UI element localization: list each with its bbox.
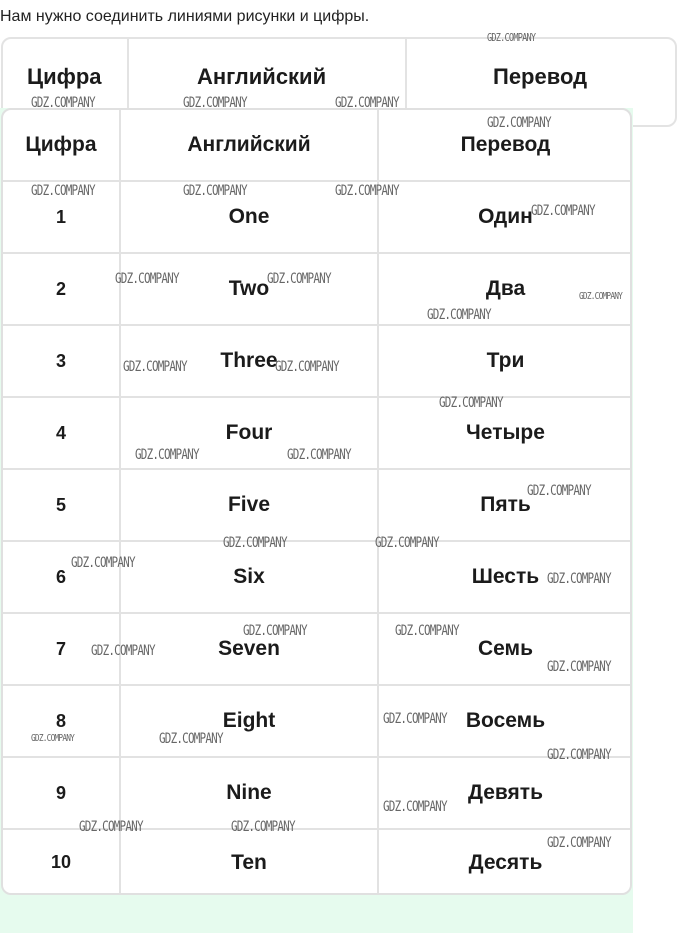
row-translation: Три (486, 349, 525, 372)
table-row (3, 542, 630, 614)
watermark: GDZ.COMPANY (335, 183, 399, 199)
watermark: GDZ.COMPANY (223, 535, 287, 551)
row-english: Nine (226, 781, 272, 804)
watermark: GDZ.COMPANY (439, 395, 503, 411)
row-translation: Восемь (465, 709, 546, 732)
row-english: Five (227, 493, 271, 516)
row-english: Eight (222, 709, 276, 732)
row-digit: 5 (55, 494, 66, 515)
table-row (3, 470, 630, 542)
row-digit: 10 (50, 852, 72, 872)
numbers-table (1, 108, 632, 895)
watermark: GDZ.COMPANY (275, 359, 339, 375)
row-digit: 8 (55, 710, 66, 731)
row-digit: 7 (55, 638, 66, 659)
header-english: Английский (187, 133, 311, 156)
row-digit: 2 (55, 278, 66, 299)
watermark: GDZ.COMPANY (487, 31, 536, 44)
row-translation: Девять (468, 781, 543, 804)
row-translation: Пять (480, 493, 531, 516)
row-translation: Десять (468, 850, 543, 874)
watermark: GDZ.COMPANY (547, 747, 611, 763)
watermark: GDZ.COMPANY (383, 711, 447, 727)
intro-text: Нам нужно соединить линиями рисунки и цифры. (0, 8, 370, 25)
table-row (3, 830, 630, 895)
watermark: GDZ.COMPANY (115, 271, 179, 287)
row-english: Six (233, 565, 265, 588)
row-english: Four (225, 421, 273, 444)
watermark: GDZ.COMPANY (527, 483, 591, 499)
row-translation: Семь (477, 637, 533, 660)
watermark: GDZ.COMPANY (287, 447, 351, 463)
watermark: GDZ.COMPANY (79, 819, 143, 835)
watermark: GDZ.COMPANY (159, 731, 223, 747)
row-digit: 6 (55, 566, 66, 587)
watermark: GDZ.COMPANY (395, 623, 459, 639)
watermark: GDZ.COMPANY (383, 799, 447, 815)
watermark: GDZ.COMPANY (183, 183, 247, 199)
back-header-english: Английский (197, 64, 327, 89)
row-translation: Шесть (471, 565, 540, 588)
watermark: GDZ.COMPANY (547, 571, 611, 587)
watermark: GDZ.COMPANY (31, 183, 95, 199)
watermark: GDZ.COMPANY (547, 835, 611, 851)
back-header-digit: Цифра (27, 64, 102, 89)
watermark: GDZ.COMPANY (183, 95, 247, 111)
watermark: GDZ.COMPANY (91, 643, 155, 659)
row-digit: 9 (55, 782, 66, 803)
row-english: Ten (231, 850, 267, 874)
row-translation: Два (485, 277, 526, 300)
watermark: GDZ.COMPANY (547, 659, 611, 675)
row-translation: Четыре (466, 421, 545, 444)
back-header-translation: Перевод (493, 64, 588, 89)
watermark: GDZ.COMPANY (267, 271, 331, 287)
row-english: Seven (218, 637, 280, 660)
row-digit: 3 (55, 350, 66, 371)
table-row (3, 686, 630, 758)
table-row (3, 254, 630, 326)
watermark: GDZ.COMPANY (375, 535, 439, 551)
watermark: GDZ.COMPANY (579, 291, 623, 302)
watermark: GDZ.COMPANY (427, 307, 491, 323)
column-divider (119, 110, 121, 893)
header-translation: Перевод (460, 133, 551, 156)
watermark: GDZ.COMPANY (71, 555, 135, 571)
watermark: GDZ.COMPANY (231, 819, 295, 835)
watermark: GDZ.COMPANY (487, 115, 551, 131)
watermark: GDZ.COMPANY (31, 95, 95, 111)
watermark: GDZ.COMPANY (243, 623, 307, 639)
watermark: GDZ.COMPANY (531, 203, 595, 219)
watermark: GDZ.COMPANY (123, 359, 187, 375)
row-digit: 1 (55, 206, 66, 227)
watermark: GDZ.COMPANY (135, 447, 199, 463)
header-digit: Цифра (25, 133, 97, 156)
column-divider (377, 110, 379, 893)
row-english: One (228, 205, 270, 228)
watermark: GDZ.COMPANY (31, 733, 75, 744)
row-english: Three (220, 349, 278, 372)
row-digit: 4 (55, 422, 66, 443)
row-translation: Один (478, 205, 533, 228)
watermark: GDZ.COMPANY (335, 95, 399, 111)
row-english: Two (228, 277, 270, 300)
